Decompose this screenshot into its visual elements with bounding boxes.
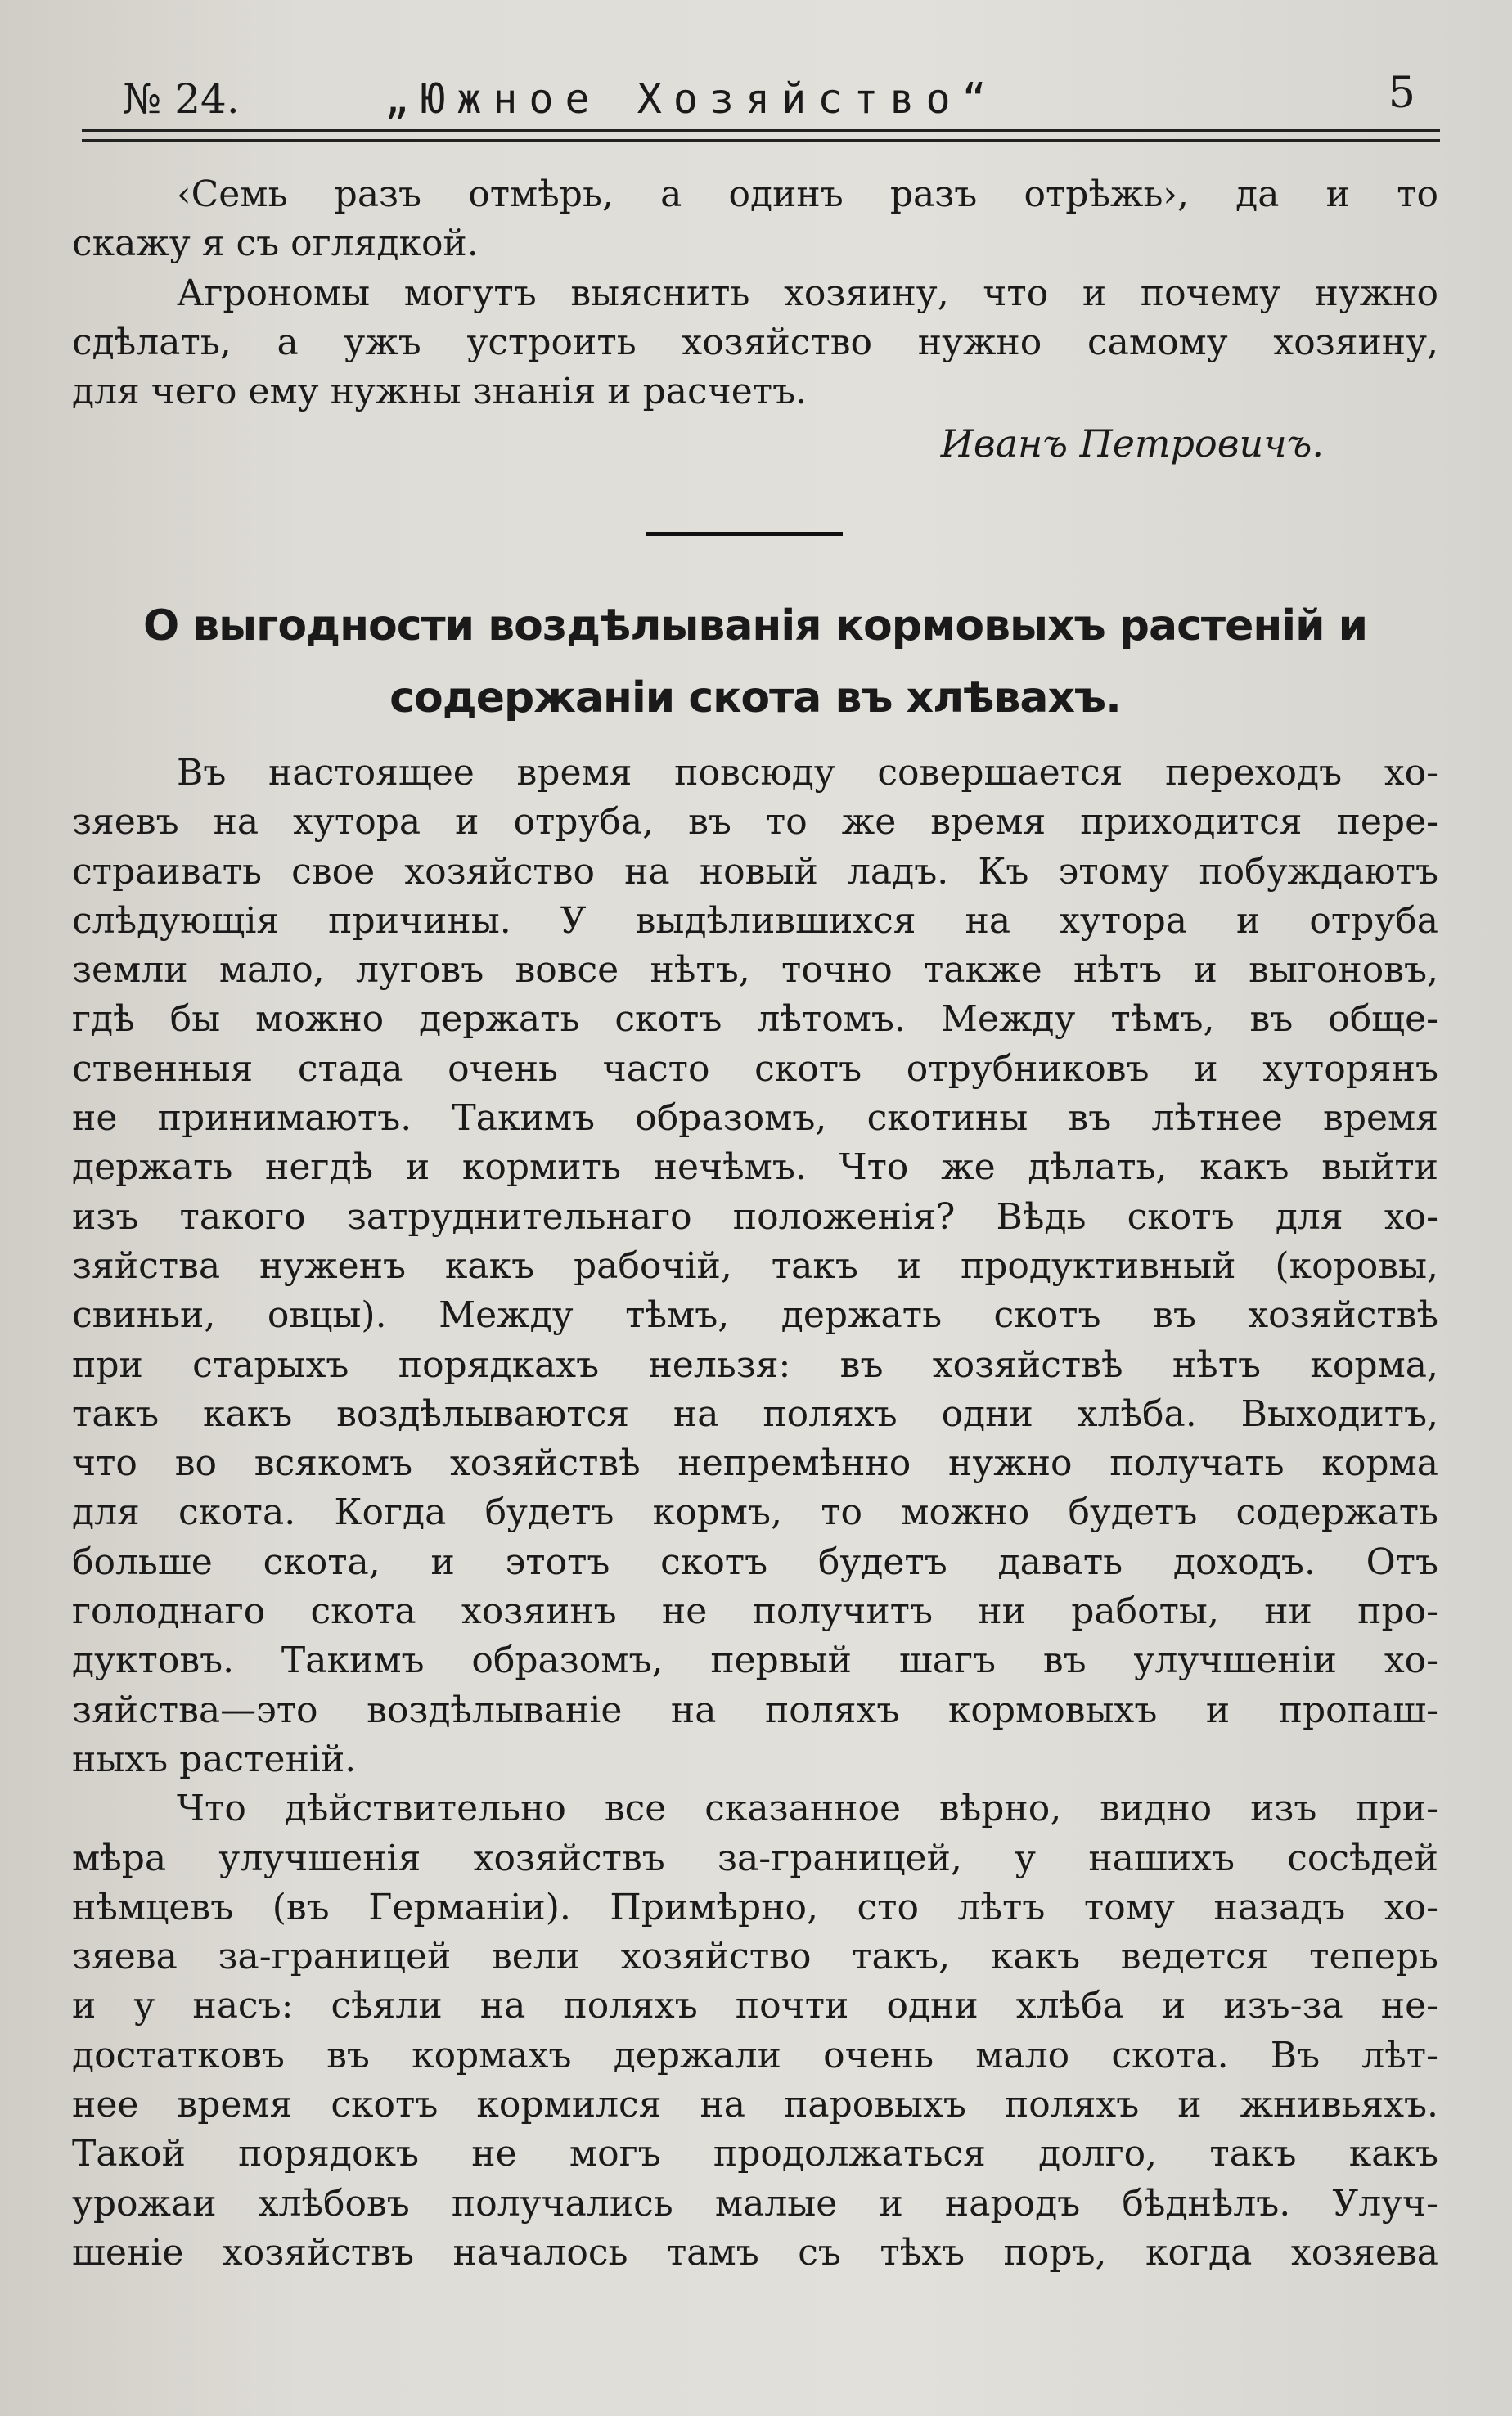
text-line: зяйства нуженъ какъ рабочій, такъ и продуктивный (коровы, — [72, 1244, 1438, 1287]
text-line: зяевъ на хутора и отруба, въ то же время приходится пере- — [72, 801, 1438, 844]
section-divider — [646, 532, 843, 536]
text-line: нее время скотъ кормился на паровыхъ поляхъ и жнивьяхъ. — [72, 2084, 1438, 2126]
text-line: зяева за-границей вели хозяйство такъ, какъ ведется теперь — [72, 1936, 1438, 1978]
text-line: нѣмцевъ (въ Германіи). Примѣрно, сто лѣтъ тому назадъ хо- — [72, 1886, 1438, 1928]
text-line: голоднаго скота хозяинъ не получитъ ни работы, ни про- — [72, 1590, 1438, 1633]
text-line: для скота. Когда будетъ кормъ, то можно будетъ содержать — [72, 1491, 1438, 1534]
page-number: 5 — [1388, 69, 1415, 118]
text-line: при старыхъ порядкахъ нельзя: въ хозяйствѣ нѣтъ корма, — [72, 1343, 1438, 1386]
text-line: зяйства—это воздѣлываніе на поляхъ кормовыхъ и пропаш- — [72, 1689, 1438, 1731]
text-line: гдѣ бы можно держать скотъ лѣтомъ. Между тѣмъ, въ обще- — [72, 998, 1438, 1041]
header-double-rule — [82, 129, 1440, 142]
text-line: свиньи, овцы). Между тѣмъ, держать скотъ въ хозяйствѣ — [72, 1294, 1438, 1337]
text-line: достатковъ въ кормахъ держали очень мало скота. Въ лѣт- — [72, 2034, 1438, 2076]
text-line: урожаи хлѣбовъ получались малые и народъ бѣднѣлъ. Улуч- — [72, 2182, 1438, 2225]
text-line: такъ какъ воздѣлываются на поляхъ одни хлѣба. Выходитъ, — [72, 1392, 1438, 1435]
issue-number: № 24. — [123, 75, 240, 123]
text-line: держать негдѣ и кормить нечѣмъ. Что же дѣлать, какъ выйти — [72, 1146, 1438, 1189]
article-body — [72, 749, 1438, 2278]
text-line: изъ такого затруднительнаго положенія? Вѣдь скотъ для хо- — [72, 1195, 1438, 1238]
text-line: Что дѣйствительно все сказанное вѣрно, видно изъ при- — [177, 1788, 1438, 1830]
text-line: земли мало, луговъ вовсе нѣтъ, точно также нѣтъ и выгоновъ, — [72, 949, 1438, 992]
author-signature: Иванъ Петровичъ. — [940, 421, 1324, 466]
text-line: и у насъ: сѣяли на поляхъ почти одни хлѣба и изъ-за не- — [72, 1985, 1438, 2027]
text-line: не принимаютъ. Такимъ образомъ, скотины въ лѣтнее время — [72, 1097, 1438, 1140]
text-line: больше скота, и этотъ скотъ будетъ давать доходъ. Отъ — [72, 1541, 1438, 1583]
article-title-line-1: О выгодности воздѣлыванія кормовыхъ растеній и — [142, 601, 1368, 650]
text-line: для чего ему нужны знанія и расчетъ. — [72, 371, 808, 413]
running-header — [123, 69, 1424, 126]
text-line: что во всякомъ хозяйствѣ непремѣнно нужно получать корма — [72, 1442, 1438, 1485]
text-line: Такой порядокъ не могъ продолжаться долго, такъ какъ — [72, 2133, 1438, 2175]
article-title-line-2: содержаніи скота въ хлѣвахъ. — [389, 673, 1121, 722]
text-line: страивать свое хозяйство на новый ладъ. Къ этому побуждаютъ — [72, 850, 1438, 893]
text-line: сдѣлать, а ужъ устроить хозяйство нужно самому хозяину, — [72, 321, 1438, 363]
text-line: шеніе хозяйствъ началось тамъ съ тѣхъ поръ, когда хозяева — [72, 2231, 1438, 2274]
text-line: ‹Семь разъ отмѣрь, а одинъ разъ отрѣжь›, да и то — [177, 173, 1438, 215]
text-line: дуктовъ. Такимъ образомъ, первый шагъ въ улучшеніи хо- — [72, 1640, 1438, 1682]
text-line: ныхъ растеній. — [72, 1738, 357, 1780]
journal-title: „Южное Хозяйство“ — [385, 75, 998, 123]
text-line: мѣра улучшенія хозяйствъ за-границей, у нашихъ сосѣдей — [72, 1837, 1438, 1879]
text-line: слѣдующія причины. У выдѣлившихся на хутора и отруба — [72, 899, 1438, 942]
text-line: ственныя стада очень часто скотъ отрубниковъ и хуторянъ — [72, 1047, 1438, 1090]
previous-article-ending — [72, 170, 1438, 416]
text-line: скажу я съ оглядкой. — [72, 223, 479, 265]
text-line: Въ настоящее время повсюду совершается переходъ хо- — [177, 752, 1438, 794]
text-line: Агрономы могутъ выяснить хозяину, что и почему нужно — [177, 272, 1438, 314]
